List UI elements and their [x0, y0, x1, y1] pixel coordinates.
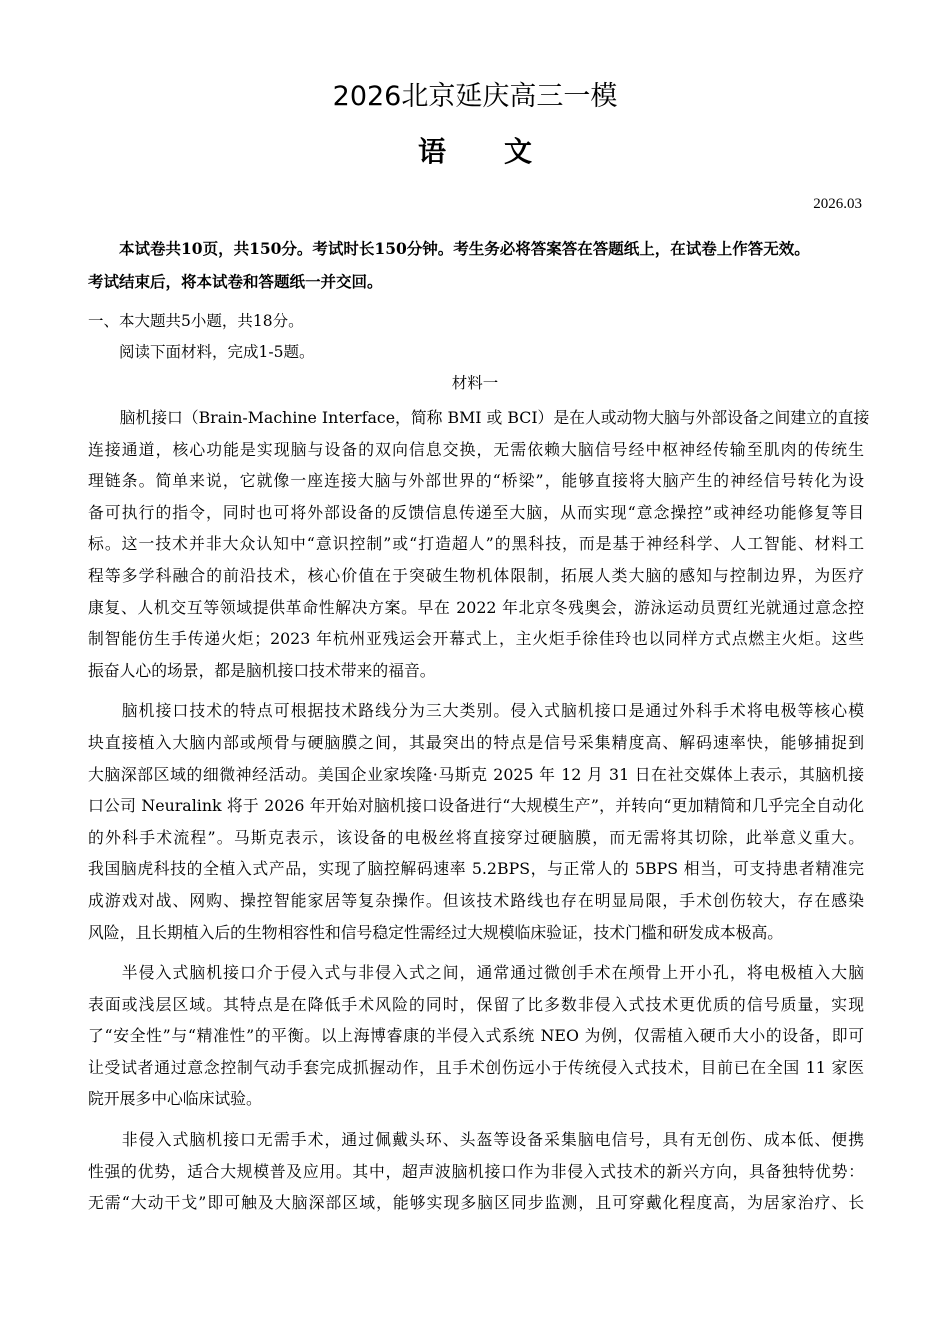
- paragraph-line: 连接通道，核心功能是实现脑与设备的双向信息交换，无需依赖大脑信号经中枢神经传输至肌肉的传统生: [88, 439, 864, 459]
- paragraph-line: 风险，且长期植入后的生物相容性和信号稳定性需经过大规模临床验证，技术门槛和研发成本极高。: [88, 922, 784, 942]
- paragraph-line: 脑机接口（Brain-Machine Interface，简称 BMI 或 BCI）是在人或动物大脑与外部设备之间建立的直接: [88, 408, 870, 427]
- paragraph-line: 理链条。简单来说，它就像一座连接大脑与外部世界的“桥梁”，能够直接将大脑产生的神经信号转化为设: [88, 471, 864, 491]
- paragraph-line: 块直接植入大脑内部或颅骨与硬脑膜之间，其最突出的特点是信号采集精度高、解码速率快，能够捕捉到: [88, 732, 864, 752]
- paragraph-line: 了“安全性”与“精准性”的平衡。以上海博睿康的半侵入式系统 NEO 为例，仅需植入硬币大小的设备，即可: [88, 1026, 864, 1046]
- paragraph: [88, 957, 864, 1115]
- section-heading: 一、本大题共5小题，共18分。: [88, 312, 304, 330]
- notice-line: 本试卷共10页，共150分。考试时长150分钟。考生务必将答案答在答题纸上，在试卷上作答无效。: [88, 239, 810, 258]
- paragraph-line: 性强的优势，适合大规模普及应用。其中，超声波脑机接口作为非侵入式技术的新兴方向，具备独特优势：: [88, 1161, 864, 1181]
- paragraph-line: 让受试者通过意念控制气动手套完成抓握动作，且手术创伤远小于传统侵入式技术，目前已在全国 11 家医: [88, 1057, 864, 1077]
- paragraph-line: 程等多学科融合的前沿技术，核心价值在于突破生物机体限制，拓展人类大脑的感知与控制边界，为医疗: [88, 565, 864, 585]
- paragraph-line: 脑机接口技术的特点可根据技术路线分为三大类别。侵入式脑机接口是通过外科手术将电极等核心模: [88, 701, 864, 721]
- subject-title: 语文: [417, 135, 590, 168]
- paragraph-line: 半侵入式脑机接口介于侵入式与非侵入式之间，通常通过微创手术在颅骨上开小孔，将电极植入大脑: [88, 963, 864, 983]
- exam-date: 2026.03: [813, 196, 862, 212]
- exam-notice: [88, 232, 863, 298]
- paragraph-line: 康复、人机交互等领域提供革命性解决方案。早在 2022 年北京冬残奥会，游泳运动员贾红光就通过意念控: [88, 597, 864, 617]
- paragraph-line: 备可执行的指令，同时也可将外部设备的反馈信息传递至大脑，从而实现“意念操控”或神经功能修复等目: [88, 502, 864, 522]
- paragraph-line: 成游戏对战、网购、操控智能家居等复杂操作。但该技术路线也存在明显局限，手术创伤较大，存在感染: [88, 890, 864, 910]
- exam-title: 2026北京延庆高三一模: [332, 81, 618, 112]
- article-body: [88, 402, 870, 1228]
- paragraph-line: 大脑深部区域的细微神经活动。美国企业家埃隆·马斯克 2025 年 12 月 31 日在社交媒体上表示，其脑机接: [88, 764, 864, 784]
- paragraph-line: 口公司 Neuralink 将于 2026 年开始对脑机接口设备进行“大规模生产”，并转向“更加精简和几乎完全自动化: [88, 796, 864, 816]
- paragraph-line: 的外科手术流程”。马斯克表示，该设备的电极丝将直接穿过硬脑膜，而无需将其切除，此举意义重大。: [88, 827, 864, 847]
- paragraph: [88, 695, 864, 948]
- paragraph-line: 振奋人心的场景，都是脑机接口技术带来的福音。: [88, 660, 436, 680]
- paragraph-line: 标。这一技术并非大众认知中“意识控制”或“打造超人”的黑科技，而是基于神经科学、人工智能、材料工: [88, 534, 864, 554]
- paragraph-line: 无需“大动干戈”即可触及大脑深部区域，能够实现多脑区同步监测，且可穿戴化程度高，为居家治疗、长: [88, 1193, 864, 1213]
- material-title: 材料一: [451, 374, 499, 392]
- paragraph-line: 院开展多中心临床试验。: [88, 1089, 262, 1109]
- paragraph: [88, 402, 870, 686]
- paragraph-line: 制智能仿生手传递火炬；2023 年杭州亚残运会开幕式上，主火炬手徐佳玲也以同样方式点燃主火炬。这些: [88, 629, 864, 649]
- paragraph: [88, 1124, 864, 1219]
- instruction: 阅读下面材料，完成1-5题。: [119, 343, 315, 361]
- paragraph-line: 表面或浅层区域。其特点是在降低手术风险的同时，保留了比多数非侵入式技术更优质的信号质量，实现: [88, 994, 864, 1014]
- paragraph-line: 我国脑虎科技的全植入式产品，实现了脑控解码速率 5.2BPS，与正常人的 5BPS 相当，可支持患者精准完: [88, 859, 864, 879]
- paragraph-line: 非侵入式脑机接口无需手术，通过佩戴头环、头盔等设备采集脑电信号，具有无创伤、成本低、便携: [88, 1130, 864, 1150]
- notice-line: 考试结束后，将本试卷和答题纸一并交回。: [88, 272, 383, 291]
